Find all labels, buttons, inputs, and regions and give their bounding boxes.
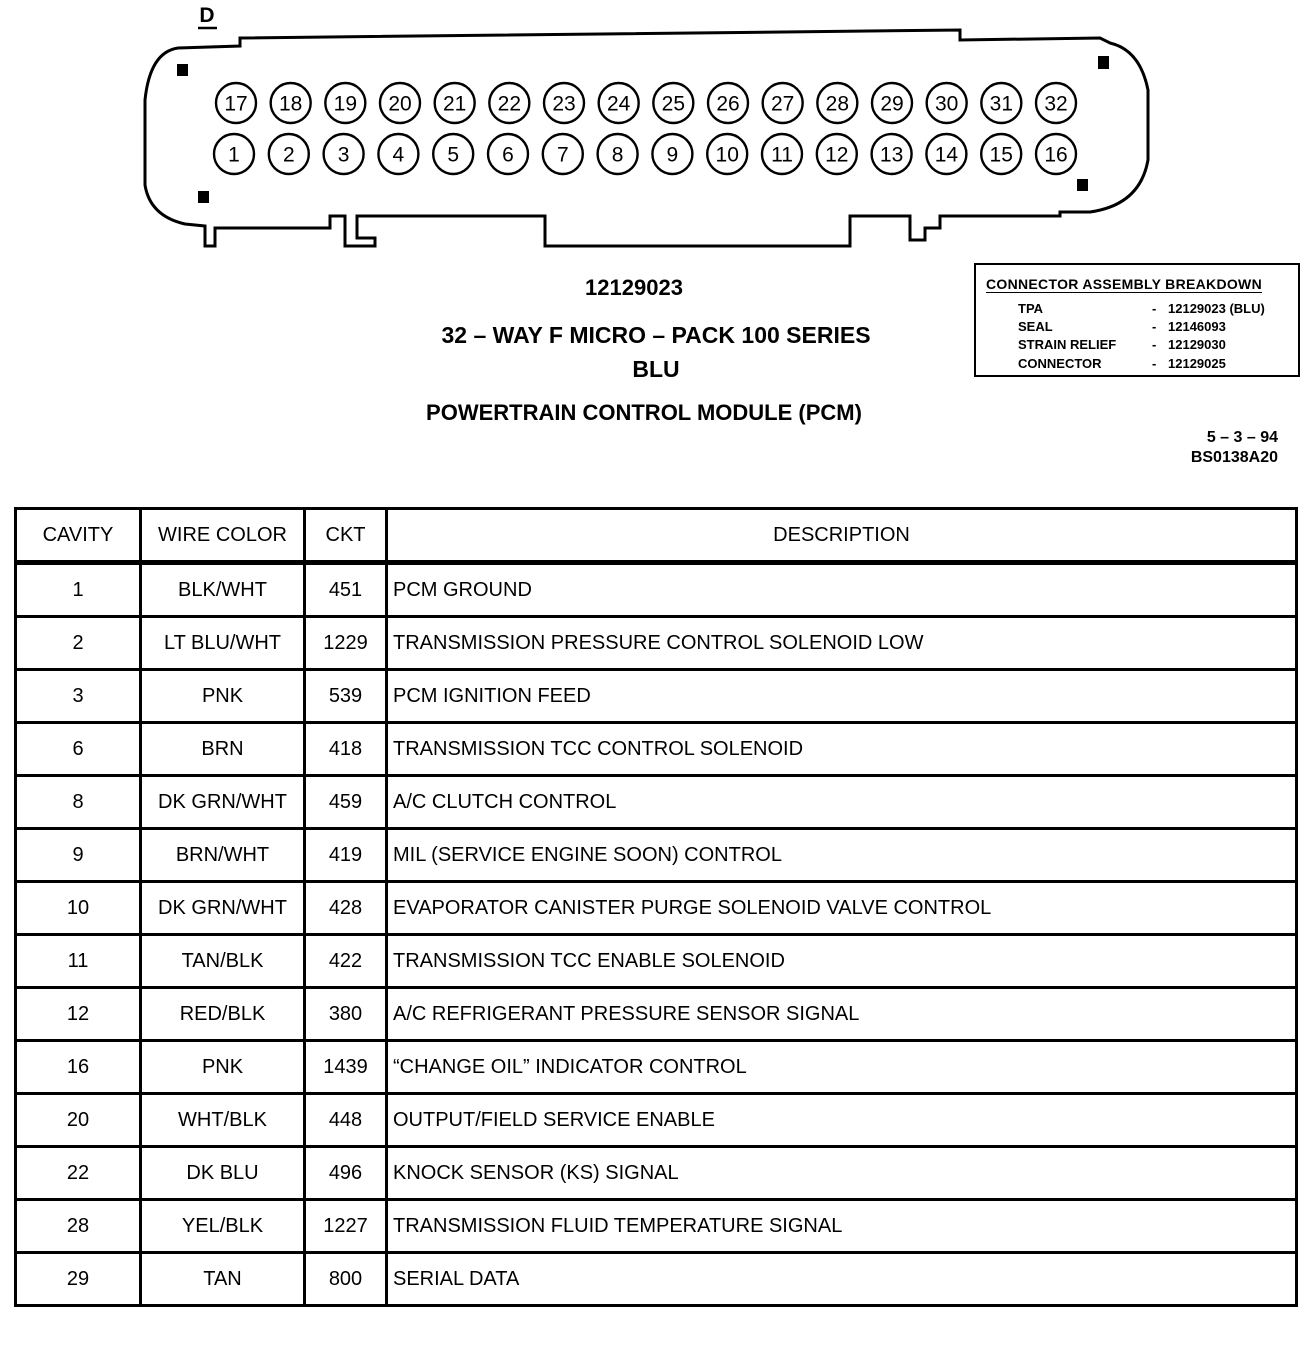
pin-12 [817,134,857,174]
cell-cavity: 20 [16,1094,141,1147]
cell-cavity: 29 [16,1253,141,1306]
breakdown-item-value: 12129025 [1168,356,1226,371]
pin-14 [926,134,966,174]
drawing-code: BS0138A20 [1190,449,1278,466]
pin-31 [981,83,1021,123]
pin-17 [216,83,256,123]
breakdown-item-dash: - [1152,319,1157,334]
breakdown-item-value: 12146093 [1168,319,1226,334]
cell-cavity: 2 [16,617,141,670]
pin-number: 14 [934,143,959,167]
table-row [16,723,1297,776]
cell-cavity: 10 [16,882,141,935]
latch-mark-top-right [1098,56,1109,69]
pin-number: 31 [989,92,1014,116]
pin-26 [708,83,748,123]
pin-7 [543,134,583,174]
pin-1 [214,134,254,174]
cell-ckt: 419 [305,829,387,882]
connector-diagram [0,0,1312,260]
table-row [16,1094,1297,1147]
cell-ckt: 451 [305,563,387,617]
cell-ckt: 539 [305,670,387,723]
table-body [16,563,1297,1306]
pin-6 [488,134,528,174]
table-row [16,1200,1297,1253]
pin-number: 29 [880,92,904,116]
cell-ckt: 1227 [305,1200,387,1253]
header-description: DESCRIPTION [387,509,1297,563]
breakdown-row [1018,337,1298,355]
module-name: POWERTRAIN CONTROL MODULE (PCM) [426,400,862,425]
pin-number: 1 [228,143,240,167]
pin-row-bottom [214,134,1076,174]
cell-description: KNOCK SENSOR (KS) SIGNAL [387,1147,1297,1200]
cell-ckt: 422 [305,935,387,988]
header-wire-color: WIRE COLOR [141,509,305,563]
pin-5 [433,134,473,174]
pin-number: 8 [611,143,624,167]
pin-number: 20 [388,92,412,116]
pin-9 [652,134,692,174]
cell-description: PCM GROUND [387,563,1297,617]
header-ckt: CKT [305,509,387,563]
view-label: D [199,4,215,27]
cell-wire-color: PNK [141,1041,305,1094]
cell-description: TRANSMISSION TCC ENABLE SOLENOID [387,935,1297,988]
connector-assembly-breakdown [974,263,1300,377]
pin-number: 6 [502,143,514,167]
breakdown-title: CONNECTOR ASSEMBLY BREAKDOWN [986,276,1262,292]
cell-cavity: 6 [16,723,141,776]
breakdown-item-value: 12129030 [1168,337,1226,352]
table-row [16,935,1297,988]
pin-19 [325,83,365,123]
pin-20 [380,83,420,123]
pin-25 [653,83,693,123]
pin-23 [544,83,584,123]
cell-description: EVAPORATOR CANISTER PURGE SOLENOID VALVE CONTROL [387,882,1297,935]
table-row [16,1253,1297,1306]
pin-number: 22 [497,92,522,116]
breakdown-item-dash: - [1152,301,1157,316]
pin-number: 17 [224,92,248,116]
cell-wire-color: LT BLU/WHT [141,617,305,670]
cavity-table [14,507,1298,1307]
pin-number: 3 [337,143,350,167]
cell-cavity: 1 [16,563,141,617]
pin-number: 19 [333,92,358,116]
pin-number: 21 [442,92,467,116]
cell-wire-color: TAN [141,1253,305,1306]
pin-number: 2 [282,143,295,167]
pin-4 [378,134,418,174]
cell-ckt: 1439 [305,1041,387,1094]
pin-number: 25 [661,92,686,116]
table-row [16,563,1297,617]
cell-wire-color: BRN [141,723,305,776]
breakdown-item-dash: - [1152,356,1157,371]
pin-number: 4 [392,143,405,167]
drawing-date: 5 – 3 – 94 [1206,429,1278,446]
date-code [1168,428,1278,468]
pin-number: 26 [716,92,740,116]
cell-cavity: 22 [16,1147,141,1200]
cell-description: MIL (SERVICE ENGINE SOON) CONTROL [387,829,1297,882]
cell-description: A/C CLUTCH CONTROL [387,776,1297,829]
cell-ckt: 1229 [305,617,387,670]
breakdown-item-dash: - [1152,337,1157,352]
breakdown-item-name: CONNECTOR [1018,356,1102,371]
cell-ckt: 380 [305,988,387,1041]
pin-number: 27 [770,92,795,116]
table-row [16,1041,1297,1094]
pin-13 [872,134,912,174]
cell-description: TRANSMISSION TCC CONTROL SOLENOID [387,723,1297,776]
cell-ckt: 428 [305,882,387,935]
breakdown-item-value: 12129023 (BLU) [1168,301,1265,316]
cell-wire-color: BLK/WHT [141,563,305,617]
pin-number: 9 [666,143,679,167]
cell-wire-color: DK GRN/WHT [141,882,305,935]
pin-number: 5 [447,143,460,167]
pin-number: 18 [278,92,303,116]
pin-8 [598,134,638,174]
pin-11 [762,134,802,174]
cell-description: A/C REFRIGERANT PRESSURE SENSOR SIGNAL [387,988,1297,1041]
pin-30 [927,83,967,123]
table-row [16,1147,1297,1200]
table-row [16,670,1297,723]
table-row [16,776,1297,829]
cell-wire-color: TAN/BLK [141,935,305,988]
pin-number: 15 [989,143,1013,167]
cell-wire-color: YEL/BLK [141,1200,305,1253]
cell-description: TRANSMISSION FLUID TEMPERATURE SIGNAL [387,1200,1297,1253]
pin-number: 12 [825,143,849,167]
pin-21 [435,83,475,123]
pin-2 [269,134,309,174]
latch-mark-bottom-left [198,191,209,203]
pin-number: 11 [771,143,793,167]
breakdown-row [1018,356,1298,374]
cell-cavity: 8 [16,776,141,829]
connector-series: 32 – WAY F MICRO – PACK 100 SERIES [441,322,871,348]
pin-number: 10 [715,143,739,167]
pin-row-top [216,83,1076,123]
pin-16 [1036,134,1076,174]
cell-cavity: 11 [16,935,141,988]
pin-number: 16 [1044,143,1068,167]
breakdown-item-name: SEAL [1018,319,1053,334]
breakdown-row [1018,319,1298,337]
pin-28 [817,83,857,123]
cell-ckt: 800 [305,1253,387,1306]
cell-description: SERIAL DATA [387,1253,1297,1306]
cell-description: TRANSMISSION PRESSURE CONTROL SOLENOID LOW [387,617,1297,670]
cell-wire-color: PNK [141,670,305,723]
pin-29 [872,83,912,123]
pin-3 [324,134,364,174]
pin-number: 24 [606,92,631,116]
pin-27 [763,83,803,123]
cell-wire-color: RED/BLK [141,988,305,1041]
breakdown-row [1018,301,1298,319]
cell-wire-color: DK BLU [141,1147,305,1200]
header-cavity: CAVITY [16,509,141,563]
pin-number: 7 [556,143,569,167]
cell-ckt: 459 [305,776,387,829]
table-row [16,617,1297,670]
pin-number: 28 [825,92,850,116]
pin-32 [1036,83,1076,123]
pin-10 [707,134,747,174]
table-header-row [16,509,1297,563]
connector-color: BLU [632,356,680,382]
cell-description: OUTPUT/FIELD SERVICE ENABLE [387,1094,1297,1147]
cell-description: PCM IGNITION FEED [387,670,1297,723]
cell-wire-color: BRN/WHT [141,829,305,882]
pin-number: 13 [879,143,904,167]
pin-number: 30 [934,92,959,116]
table-row [16,988,1297,1041]
cell-cavity: 3 [16,670,141,723]
table-row [16,829,1297,882]
cell-cavity: 28 [16,1200,141,1253]
breakdown-item-name: STRAIN RELIEF [1018,337,1117,352]
pin-18 [271,83,311,123]
pin-number: 32 [1044,92,1068,116]
latch-mark-bottom-right [1077,179,1088,191]
cell-wire-color: DK GRN/WHT [141,776,305,829]
part-number: 12129023 [585,275,683,300]
latch-mark-top-left [177,64,188,76]
cell-cavity: 12 [16,988,141,1041]
cell-wire-color: WHT/BLK [141,1094,305,1147]
pin-number: 23 [552,92,576,116]
pin-15 [981,134,1021,174]
cell-cavity: 16 [16,1041,141,1094]
cell-ckt: 448 [305,1094,387,1147]
pin-22 [489,83,529,123]
cell-cavity: 9 [16,829,141,882]
breakdown-item-name: TPA [1018,301,1044,316]
cell-ckt: 496 [305,1147,387,1200]
table-row [16,882,1297,935]
pin-24 [599,83,639,123]
cell-description: “CHANGE OIL” INDICATOR CONTROL [387,1041,1297,1094]
cell-ckt: 418 [305,723,387,776]
